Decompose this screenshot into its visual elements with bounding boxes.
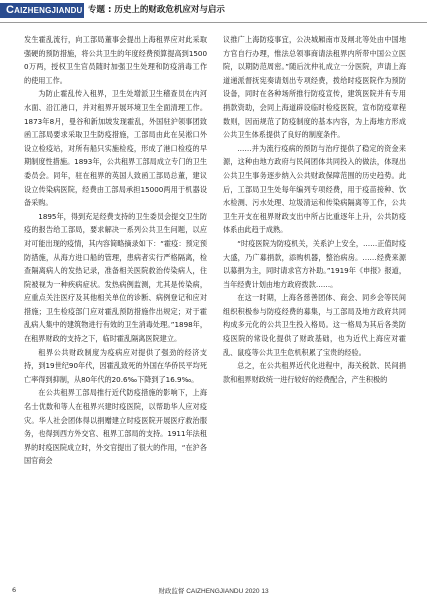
paragraph: ……并为流行疫病的预防与治疗提供了稳定的资金来源，这种由地方政府与民间团体共同投入的做法，体现出公共卫生事务逐步纳入公共财政保障范围的历史趋势。此后，工部局卫生处每年编列专项经费，用于疫苗接种、饮水检测、污水处理、垃圾清运和传染病隔离等工作，公共卫生开支在租界财政支出中所占比重逐年上升，公共防疫体系由此趋于成熟。	[223, 143, 406, 235]
journal-brand-badge	[0, 3, 84, 18]
page-number: 6	[12, 586, 17, 594]
right-text-column	[223, 33, 406, 386]
page-footer	[0, 586, 427, 600]
paragraph: 为防止霍乱传入租界，卫生处增派卫生稽查员在内河水面、沿江港口，并对租界开展环境卫生全面清理工作。1873年8月，曼谷和新加坡发现霍乱，外国驻沪领事团致函工部局要求采取卫生防疫措施，工部局由此在吴淞口外设立检疫站，对所有船只实施检疫，形成了港口检疫的早期制度性措施。1893年，公共租界工部局成立专门的卫生委员会。同年，驻在租界的英国人致函工部局总董，建议设立传染病医院，经费由工部局承担15000两用于机器设备采购。	[24, 89, 207, 208]
paragraph: 总之，在公共租界近代化进程中，海关税款、民间捐款和租界财政统一进行较好的经费配合，产生积极的	[223, 361, 406, 384]
journal-issue-label: 财政监督 CAIZHENGJIANDU 2020 13	[158, 588, 269, 595]
page-header	[0, 0, 427, 23]
paragraph: 发生霍乱流行，向工部局董事会提出上海租界应对此采取强硬的预防措施，将公共卫生的年度经费预算提高到15000万两，授权卫生官员随时加强卫生处理和防疫消毒工作的使用工作。	[24, 35, 207, 85]
section-topic: 专题 : 历史上的财政危机应对与启示	[88, 5, 225, 15]
brand-initial: C	[6, 4, 15, 16]
paragraph: 在这一时期，上海各慈善团体、商会、同乡会等民间组织积极参与防疫经费的募集，与工部局及地方政府共同构成多元化的公共卫生投入格局。这一格局为其后各类防疫医院的常设化提供了财政基础，也为近代上海应对霍乱、鼠疫等公共卫生危机积累了宝贵的经验。	[223, 293, 406, 357]
brand-name: AIZHENGJIANDU	[14, 6, 83, 15]
left-text-column	[24, 33, 207, 468]
paragraph: 租界公共财政制度为疫病应对提供了强劲的经济支持，到19世纪90年代，因霍乱致死的外国在华侨民平均死亡率得到抑制，从80年代的20.6‰下降到了16.9‰。	[24, 347, 207, 384]
paragraph: 议推广上海防疫事宜，公决城厢南市及闸北等处由中国地方官自行办理，惟法总领事商请法租界内所带中国公立医院，以期防范周密。”随后沈仲礼成立一分医院，声请上海道递派督抚宪奏请划出专项经费，拨给时疫医院作为预防设备，同时在各种场所推行防疫宣传，建筑医院并有专用捐款资助，会同上海道辟设临时检疫医院，宣布防疫章程数则，因而规范了防疫制度的基本内容，为上海地方形成公共卫生体系提供了良好的制度条件。	[223, 35, 406, 140]
paragraph: 1895年，得到充足经费支持的卫生委员会提交卫生防疫的报告给工部局，要求解决一系列公共卫生问题，以应对可能出现的疫情，其内容简略摘录如下：“霍疫：预定预防措施，从海方进口船的管理，患病者实行严格隔离，检查隔离病人的发热记录，准备相关医院救治传染病人，住院被视为一种疾病症状。发热病例监测，尤其是传染病，应重点关注医疗及其他相关单位的诊断、病例登记和应对措施；卫生检疫部门应对霍乱预防措施作出规定；对于霍乱病人集中的建筑物进行有效的卫生消毒处理。”1898年，在租界财政的支持之下，临时霍乱隔离医院建立。	[24, 211, 207, 344]
paragraph: “时疫医院为防疫机关，关系沪上安全，……正值时疫大盛，乃广募捐款，添购机器，整治病房。……经费来源以募捐为主，同时请求官方补助。”1919年《申报》报道，当年经费计划由地方政府拨款……。	[223, 238, 406, 289]
paragraph: 在公共租界工部局推行近代防疫措施的影响下，上海名士优数和等人在租界兴建时疫医院，以帮助华人应对疫灾。华人社会团体得以捐赠建立时疫医院开展医疗救治服务，也得到西方外交官、租界工部局的支持。1911年法租界的时疫医院成立时，外交官提出了很大的作用，“在沪各国官商会	[24, 388, 207, 466]
